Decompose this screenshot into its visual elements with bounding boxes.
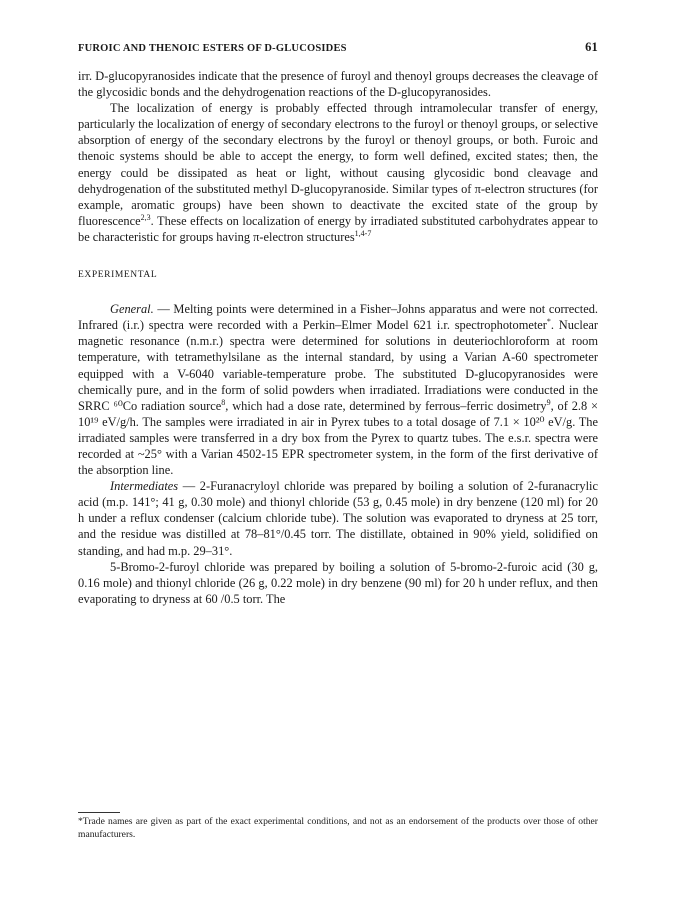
paragraph-2-text-b: These effects on localization of energy by irradiated substituted carbohydrates appear to be characteristic for groups having π-electron structures <box>78 213 598 244</box>
footnote: *Trade names are given as part of the exact experimental conditions, and not as an endorsement of the products over those of other manufacturers. <box>78 816 598 840</box>
page-number: 61 <box>585 40 598 54</box>
page <box>78 40 598 607</box>
paragraph-2: The localization of energy is probably effected through intramolecular transfer of energy, particularly the localization of energy of secondary electrons to the furoyl or thenoyl groups, or selective absorption of energy of the secondary electrons by the furoyl or thenoyl groups, or both. Furoic and thenoic systems should be able to accept the energy, to form well defined, excited states; then, the energy could be dissipated as heat or light, without causing glycosidic bond cleavage and dehydrogenation of the substituted methyl D-glucopyranoside. Similar types of π-electron structures (for example, aromatic groups) have been shown to deactivate the excited state of the group by fluorescence$^{2,3}$. These effects on localization of energy by irradiated substituted carbohydrates appear to be characteristic for groups having π-electron structures$^{1,4-7}$ <box>78 101 598 244</box>
paragraph-1: irr. D-glucopyranosides indicate that the presence of furoyl and thenoyl groups decreases the cleavage of the glycosidic bonds and the dehydrogenation reactions of the D-glucopyranosides. <box>78 69 598 100</box>
running-title: FUROIC AND THENOIC ESTERS OF D-GLUCOSIDES <box>78 43 347 54</box>
ref-ir: * <box>546 317 551 327</box>
footnote-rule <box>78 812 120 813</box>
ref-fluorescence: 2,3 <box>140 212 151 222</box>
general-text-c: , which had a dose rate, determined by ferrous–ferric dosimetry <box>225 398 547 413</box>
paragraph-intermediates <box>78 478 598 558</box>
paragraph-general <box>78 301 598 478</box>
ref-dosimetry: 9 <box>546 397 551 407</box>
running-header <box>78 40 598 56</box>
general-text-d: , of 2.8 × 10¹⁹ eV/g/h. The samples were irradiated in air in Pyrex tubes to a total dosage of 7.1 × 10²⁰ eV/g. The irradiated samples were transferred in a dry box from the Pyrex to quartz tubes. The e.s.r. spectra were recorded at ~25° with a Varian 4502-15 EPR spectrometer system, in the form of the first derivative of the absorption line. <box>78 398 598 478</box>
body-text <box>78 68 598 607</box>
intermediates-label: Intermediates <box>110 479 179 494</box>
ref-source: 8 <box>221 397 226 407</box>
general-label: General. <box>110 302 154 317</box>
general-text-a: — Melting points were determined in a Fisher–Johns apparatus and were not corrected. Infrared (i.r.) spectra were recorded with a Perkin–Elmer Model 621 i.r. spectrophotometer <box>78 302 599 333</box>
section-heading-experimental: EXPERIMENTAL <box>78 270 158 281</box>
paragraph-2-text: The localization of energy is probably effected through intramolecular transfer of energy, particularly the localization of energy of secondary electrons to the furoyl or thenoyl groups, or selective absorption of energy of the secondary electrons by the furoyl or thenoyl groups, or both. Furoic and thenoic systems should be able to accept the energy, to form well defined, excited states; then, the energy could be dissipated as heat or light, without causing glycosidic bond cleavage and dehydrogenation of the substituted methyl D-glucopyranoside. Similar types of π-electron structures (for example, aromatic groups) have been shown to deactivate the excited state of the group by fluorescence <box>78 101 598 228</box>
ref-structures: 1,4-7 <box>354 228 372 238</box>
intermediates-text: — 2-Furanacryloyl chloride was prepared by boiling a solution of 2-furanacrylic acid (m.p. 141°; 41 g, 0.30 mole) and thionyl chloride (53 g, 0.45 mole) in dry benzene (120 ml) for 20 h under a reflux condenser (calcium chloride tube). The solution was evaporated to dryness at 25 torr, and the residue was distilled at 78–81°/0.45 torr. The distillate, obtained in 90% yield, solidified on standing, and had m.p. 29–31°. <box>78 479 598 558</box>
general-text-b: . Nuclear magnetic resonance (n.m.r.) spectra were determined for solutions in deuteriochloroform at room temperature, with tetramethylsilane as the internal standard, by using a Varian A-60 spectrometer equipped with a V-6040 variable-temperature probe. The substituted D-glucopyranosides were chemically pure, and in the form of solid powders when irradiated. Irradiations were conducted in the SRRC ⁶⁰Co radiation source <box>78 318 598 413</box>
paragraph-bromo: 5-Bromo-2-furoyl chloride was prepared by boiling a solution of 5-bromo-2-furoic acid (30 g, 0.16 mole) and thionyl chloride (26 g, 0.22 mole) in dry benzene (90 ml) for 20 h under reflux, and then evaporating to dryness at 60 /0.5 torr. The <box>78 559 598 606</box>
